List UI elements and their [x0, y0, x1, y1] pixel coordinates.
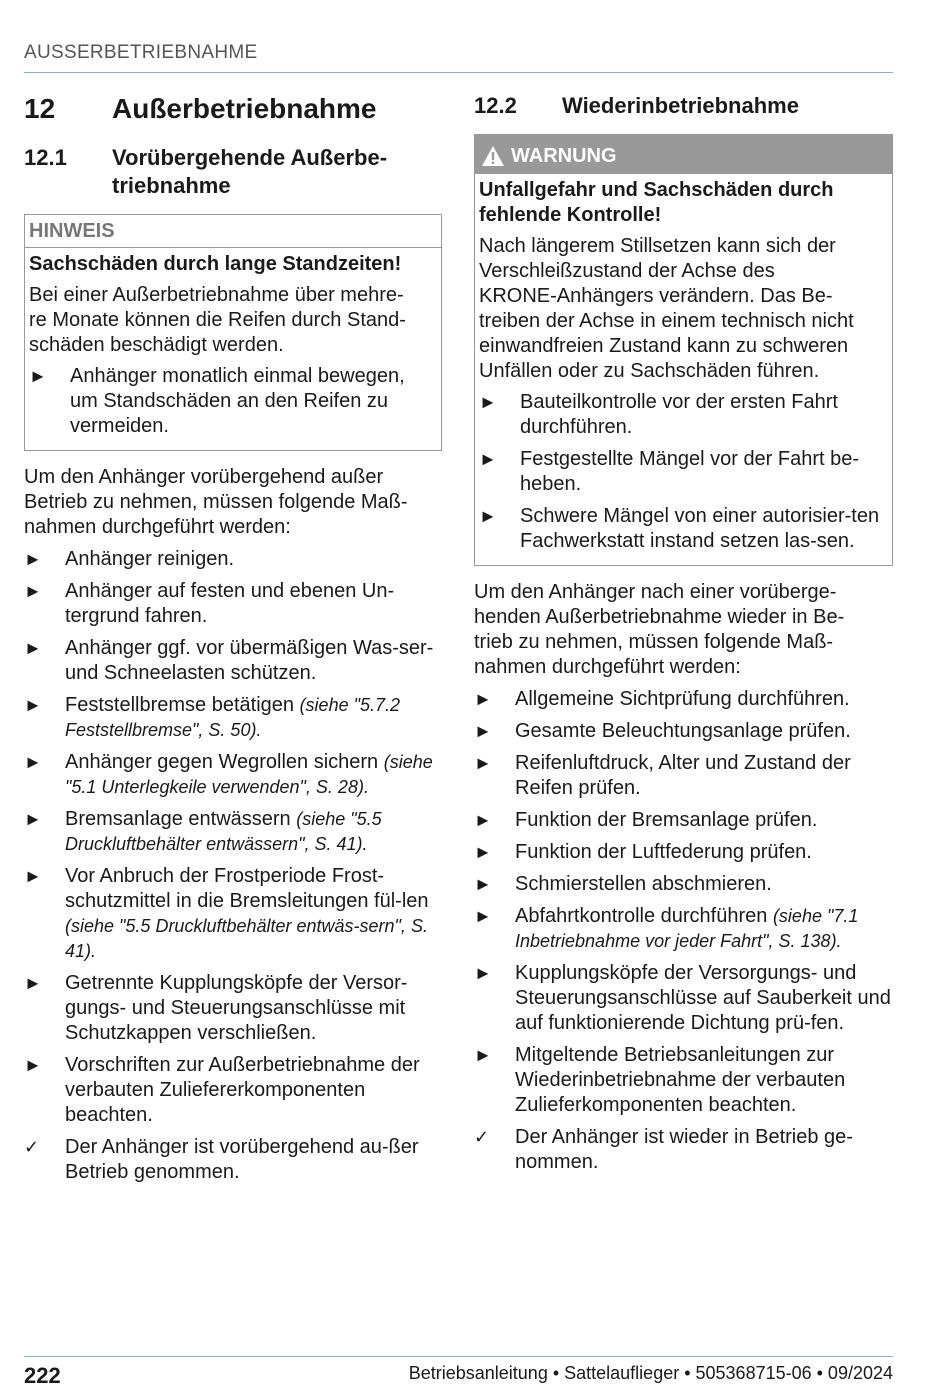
chapter-heading [24, 92, 442, 126]
footer [24, 1356, 893, 1388]
list-item [479, 390, 888, 440]
list-item [24, 1135, 442, 1185]
bullet-arrow-icon: ► [24, 866, 42, 886]
list-item-text: Schwere Mängel von einer autorisier-ten Fachwerkstatt instand setzen las-sen. [520, 505, 880, 552]
warnung-box [474, 134, 893, 566]
list-item-text: Anhänger gegen Wegrollen sichern (siehe "5.1 Unterlegkeile verwenden", S. 28). [65, 751, 433, 797]
list-item-text: Anhänger reinigen. [65, 548, 235, 570]
bullet-arrow-icon: ► [479, 506, 497, 526]
list-item [24, 807, 442, 857]
warning-triangle-icon [481, 145, 505, 167]
list-item [479, 504, 888, 554]
list-item-text: Funktion der Luftfederung prüfen. [515, 841, 812, 863]
bullet-arrow-icon: ► [479, 392, 497, 412]
list-item [474, 904, 893, 954]
list-item-text: Bauteilkontrolle vor der ersten Fahrt durchführen. [520, 391, 838, 438]
bullet-arrow-icon: ► [474, 906, 492, 926]
bullet-arrow-icon: ► [474, 842, 492, 862]
list-item-text: Funktion der Bremsanlage prüfen. [515, 809, 818, 831]
bullet-arrow-icon: ► [479, 449, 497, 469]
bullet-arrow-icon: ► [24, 549, 42, 569]
warnung-heading: Unfallgefahr und Sachschäden durch fehlende Kontrolle! [479, 179, 834, 226]
left-column [24, 88, 442, 1192]
list-item [479, 447, 888, 497]
document-info: Betriebsanleitung • Sattelauflieger • 505368715-06 • 09/2024 [408, 1363, 893, 1383]
section-heading-12-1 [24, 144, 442, 200]
section-title: Vorübergehende Außerbe- triebnahme [112, 145, 388, 198]
bullet-arrow-icon: ► [474, 874, 492, 894]
list-item [474, 1125, 893, 1175]
list-item [24, 750, 442, 800]
bullet-arrow-icon: ► [24, 809, 42, 829]
list-item-text: Anhänger ggf. vor übermäßigen Was-ser- und Schneelasten schützen. [65, 637, 434, 684]
check-icon: ✓ [24, 1137, 40, 1157]
hinweis-heading: Sachschäden durch lange Standzeiten! [29, 253, 402, 275]
warnung-text: Nach längerem Stillsetzen kann sich der Verschleißzustand der Achse des KRONE-Anhängers verändern. Das Be- treiben der Achse in einem technisch nicht einwandfreien Zustand kann zu schweren Unfällen oder zu Sachschäden führen. [479, 235, 854, 382]
bullet-arrow-icon: ► [24, 752, 42, 772]
hinweis-box [24, 214, 442, 451]
list-item-text: Der Anhänger ist wieder in Betrieb ge-nommen. [515, 1126, 853, 1173]
list-item-text: Allgemeine Sichtprüfung durchführen. [515, 688, 850, 710]
list-item [24, 693, 442, 743]
list-item-text: Vor Anbruch der Frostperiode Frost-schutzmittel in die Bremsleitungen fül-len (siehe "5.5 Druckluftbehälter entwäs-sern", S. 41). [65, 865, 429, 961]
procedure-list [24, 547, 442, 1185]
bullet-arrow-icon: ► [24, 1055, 42, 1075]
warnung-list [479, 390, 888, 554]
list-item-text: Vorschriften zur Außerbetriebnahme der verbauten Zuliefererkomponenten beachten. [65, 1054, 420, 1126]
section-number: 12.1 [24, 145, 67, 170]
warnung-header [475, 135, 892, 174]
cross-reference: (siehe "7.1 Inbetriebnahme vor jeder Fahrt", S. 138). [515, 906, 859, 951]
hinweis-text: Bei einer Außerbetriebnahme über mehre- re Monate können die Reifen durch Stand- schäden beschädigt werden. [29, 284, 406, 356]
list-item-text: Getrennte Kupplungsköpfe der Versor-gungs- und Steuerungsanschlüsse mit Schutzkappen verschließen. [65, 972, 408, 1044]
list-item-text: Feststellbremse betätigen (siehe "5.7.2 Feststellbremse", S. 50). [65, 694, 401, 740]
list-item-text: Anhänger auf festen und ebenen Un-tergrund fahren. [65, 580, 395, 627]
bullet-arrow-icon: ► [474, 689, 492, 709]
cross-reference: (siehe "5.5 Druckluftbehälter entwässern", S. 41). [65, 809, 382, 854]
intro-paragraph: Um den Anhänger nach einer vorüberge- henden Außerbetriebnahme wieder in Be- trieb zu nehmen, müssen folgende Maß- nahmen durchgeführt werden: [474, 581, 845, 678]
cross-reference: (siehe "5.7.2 Feststellbremse", S. 50). [65, 695, 401, 740]
bullet-arrow-icon: ► [24, 581, 42, 601]
list-item [474, 719, 893, 744]
bullet-arrow-icon: ► [24, 973, 42, 993]
running-header [24, 42, 893, 73]
list-item-text: Abfahrtkontrolle durchführen (siehe "7.1 Inbetriebnahme vor jeder Fahrt", S. 138). [515, 905, 859, 951]
list-item [474, 872, 893, 897]
list-item [24, 636, 442, 686]
list-item-text: Anhänger monatlich einmal bewegen, um Standschäden an den Reifen zu vermeiden. [70, 365, 405, 437]
cross-reference: (siehe "5.5 Druckluftbehälter entwäs-sern", S. 41). [65, 916, 428, 961]
bullet-arrow-icon: ► [474, 753, 492, 773]
list-item-text: Reifenluftdruck, Alter und Zustand der Reifen prüfen. [515, 752, 851, 799]
intro-paragraph: Um den Anhänger vorübergehend außer Betrieb zu nehmen, müssen folgende Maß- nahmen durchgeführt werden: [24, 466, 408, 538]
list-item [24, 971, 442, 1046]
list-item [474, 840, 893, 865]
list-item-text: Gesamte Beleuchtungsanlage prüfen. [515, 720, 851, 742]
section-number: 12.2 [474, 93, 517, 118]
check-icon: ✓ [474, 1127, 490, 1147]
header-title: AUSSERBETRIEBNAHME [24, 42, 258, 63]
list-item [474, 687, 893, 712]
bullet-arrow-icon: ► [24, 695, 42, 715]
list-item-text: Kupplungsköpfe der Versorgungs- und Steuerungsanschlüsse auf Sauberkeit und auf funktionierende Dichtung prü-fen. [515, 962, 891, 1034]
list-item [24, 864, 442, 964]
bullet-arrow-icon: ► [474, 721, 492, 741]
cross-reference: (siehe "5.1 Unterlegkeile verwenden", S. 28). [65, 752, 433, 797]
hinweis-label: HINWEIS [25, 215, 441, 248]
right-column [474, 88, 893, 1182]
bullet-arrow-icon: ► [474, 963, 492, 983]
warnung-label: WARNUNG [511, 144, 617, 167]
bullet-arrow-icon: ► [474, 810, 492, 830]
chapter-number: 12 [24, 93, 56, 124]
hinweis-list [29, 364, 437, 439]
list-item [24, 579, 442, 629]
section-heading-12-2 [474, 92, 893, 120]
list-item-text: Bremsanlage entwässern (siehe "5.5 Druckluftbehälter entwässern", S. 41). [65, 808, 382, 854]
page-number: 222 [24, 1363, 61, 1388]
list-item [474, 1043, 893, 1118]
bullet-arrow-icon: ► [24, 638, 42, 658]
list-item [474, 961, 893, 1036]
chapter-title: Außerbetriebnahme [112, 93, 377, 124]
list-item [24, 1053, 442, 1128]
procedure-list [474, 687, 893, 1175]
list-item-text: Der Anhänger ist vorübergehend au-ßer Betrieb genommen. [65, 1136, 419, 1183]
list-item [29, 364, 437, 439]
list-item [24, 547, 442, 572]
list-item-text: Mitgeltende Betriebsanleitungen zur Wiederinbetriebnahme der verbauten Zulieferkomponenten beachten. [515, 1044, 846, 1116]
list-item [474, 751, 893, 801]
bullet-arrow-icon: ► [29, 366, 47, 386]
section-title: Wiederinbetriebnahme [562, 93, 799, 118]
bullet-arrow-icon: ► [474, 1045, 492, 1065]
list-item [474, 808, 893, 833]
list-item-text: Festgestellte Mängel vor der Fahrt be-heben. [520, 448, 860, 495]
list-item-text: Schmierstellen abschmieren. [515, 873, 772, 895]
